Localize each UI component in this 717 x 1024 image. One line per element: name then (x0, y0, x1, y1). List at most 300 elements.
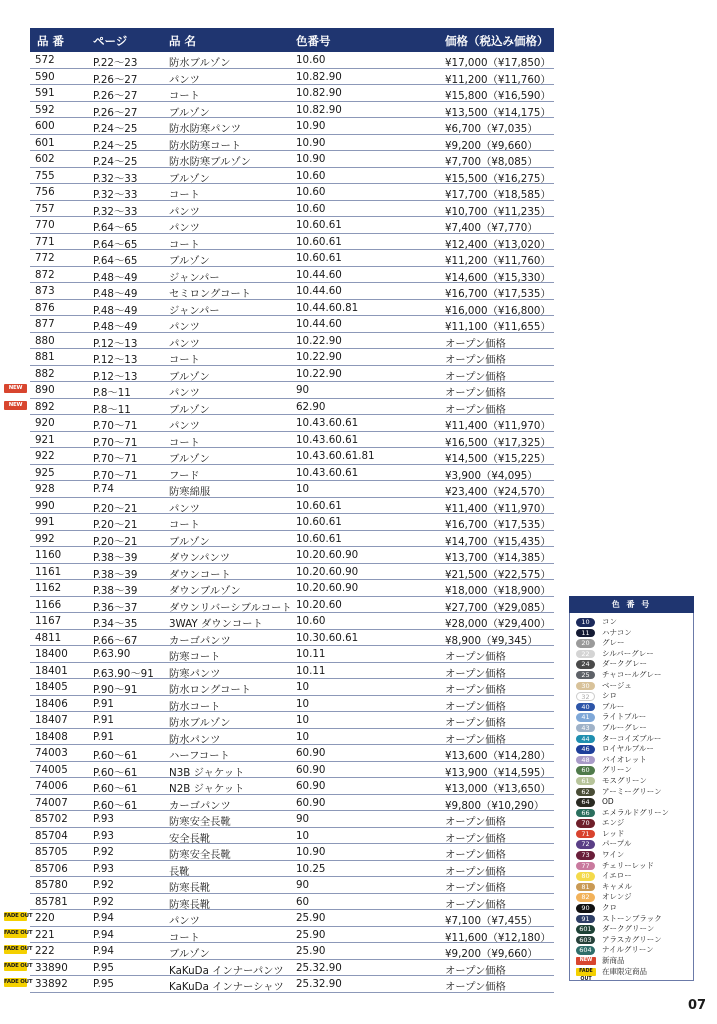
cell-product-no: 991 (35, 516, 55, 528)
legend-badge-item (576, 966, 693, 982)
cell-page: P.8～11 (93, 403, 131, 416)
cell-product-no: 872 (35, 268, 55, 281)
cell-price: ¥16,700（¥17,535） (445, 519, 551, 531)
cell-color-no: 60.90 (296, 796, 326, 809)
cell-product-no: 85704 (35, 829, 68, 842)
legend-item (576, 850, 693, 861)
cell-page: P.91 (93, 697, 114, 710)
cell-color-no: 10.22.90 (296, 367, 342, 380)
cell-name: パンツ (169, 321, 200, 333)
cell-price: ¥14,600（¥15,330） (445, 271, 551, 284)
color-name: モスグリーン (602, 775, 647, 785)
legend-item (576, 945, 693, 956)
cell-page: P.93 (93, 813, 114, 825)
header-product-no: 品 番 (37, 34, 65, 48)
color-name: クロ (602, 903, 617, 913)
table-row (4, 927, 554, 944)
table-row (30, 696, 554, 713)
cell-page: P.32～33 (93, 172, 138, 185)
fade-out-badge: FADE OUT (4, 913, 33, 919)
cell-price: ¥6,700（¥7,035） (445, 123, 538, 135)
cell-name: パンツ (169, 222, 200, 234)
cell-name: ブルゾン (169, 106, 210, 119)
cell-name: 防水ブルゾン (169, 717, 231, 729)
color-name: アラスカグリーン (602, 934, 662, 944)
cell-page: P.64～65 (93, 255, 138, 267)
cell-name: コート (169, 189, 200, 201)
cell-page: P.32～33 (93, 189, 138, 201)
color-name: アーミーグリーン (602, 786, 662, 796)
table-row (30, 514, 554, 531)
cell-name: 防水ロングコート (169, 684, 251, 696)
legend-body (569, 613, 694, 981)
cell-product-no: 1166 (35, 598, 62, 611)
table-row (30, 267, 554, 284)
cell-product-no: 1162 (35, 582, 62, 594)
cell-name: ダウンコート (169, 568, 231, 581)
cell-page: P.32～33 (93, 205, 138, 218)
color-swatch: 44 (576, 735, 595, 744)
cell-product-no: 601 (35, 136, 55, 149)
cell-price: ¥11,200（¥11,760） (445, 73, 551, 86)
cell-name: 3WAY ダウンコート (169, 618, 263, 630)
cell-product-no: 74005 (35, 763, 68, 776)
cell-price: オープン価格 (445, 684, 506, 696)
cell-price: オープン価格 (445, 832, 506, 845)
color-name: ナイルグリーン (602, 945, 654, 955)
cell-color-no: 10.25 (296, 862, 326, 875)
cell-page: P.20～21 (93, 502, 138, 515)
cell-name: ダウンブルゾン (169, 585, 241, 597)
color-swatch: 32 (576, 692, 595, 701)
cell-name: 防水防寒コート (169, 139, 242, 152)
color-name: ロイヤルブルー (602, 744, 654, 754)
legend-item (576, 935, 693, 946)
cell-product-no: 18407 (35, 714, 68, 726)
table-row (30, 646, 554, 663)
color-swatch: 64 (576, 798, 595, 807)
cell-color-no: 10.90 (296, 120, 326, 132)
cell-price: ¥15,500（¥16,275） (445, 172, 551, 185)
legend-item (576, 691, 693, 702)
cell-page: P.60～61 (93, 766, 138, 779)
cell-color-no: 10.60.61 (296, 235, 342, 248)
legend-item (576, 744, 693, 755)
table-row (30, 448, 554, 465)
legend-item (576, 861, 693, 872)
table-row (30, 283, 554, 300)
cell-color-no: 90 (296, 813, 310, 825)
cell-price: ¥16,500（¥17,325） (445, 436, 551, 449)
table-row (8, 382, 554, 399)
cell-page: P.95 (93, 961, 114, 974)
legend-item (576, 712, 693, 723)
cell-color-no: 25.90 (296, 928, 326, 941)
table-row (30, 118, 554, 135)
cell-page: P.63.90～91 (93, 667, 154, 680)
cell-price: ¥18,000（¥18,900） (445, 585, 551, 597)
cell-product-no: 18406 (35, 697, 68, 710)
color-legend (569, 596, 694, 981)
cell-name: コート (169, 354, 200, 366)
cell-color-no: 10.90 (296, 136, 326, 149)
cell-page: P.24～25 (93, 156, 138, 168)
cell-product-no: 890 (35, 384, 55, 396)
table-row (30, 795, 554, 812)
cell-product-no: 572 (35, 54, 55, 66)
legend-item (576, 797, 693, 808)
fade-out-badge: FADE OUT (4, 929, 33, 936)
cell-page: P.91 (93, 730, 114, 743)
cell-price: オープン価格 (445, 370, 506, 383)
cell-color-no: 10.60.61 (296, 252, 342, 264)
cell-page: P.74 (93, 483, 114, 495)
cell-color-no: 60.90 (296, 763, 326, 776)
color-swatch: 40 (576, 703, 595, 712)
cell-page: P.20～21 (93, 519, 138, 531)
cell-name: ブルゾン (169, 453, 210, 465)
cell-product-no: 772 (35, 252, 55, 264)
color-name: エンジ (602, 818, 625, 828)
cell-page: P.26～27 (93, 90, 138, 102)
cell-product-no: 882 (35, 367, 55, 380)
color-name: チャコールグレー (602, 669, 662, 679)
cell-name: ブルゾン (169, 255, 210, 267)
cell-page: P.8～11 (93, 387, 131, 399)
cell-product-no: 590 (35, 70, 55, 83)
cell-page: P.48～49 (93, 321, 138, 333)
table-row (30, 366, 554, 383)
table-row (30, 877, 554, 894)
cell-color-no: 10.11 (296, 664, 326, 677)
cell-price: ¥13,900（¥14,595） (445, 766, 551, 779)
cell-price: ¥11,100（¥11,655） (445, 321, 551, 333)
color-swatch: 72 (576, 840, 595, 849)
cell-page: P.92 (93, 879, 114, 891)
cell-price: ¥7,700（¥8,085） (445, 156, 538, 168)
cell-price: オープン価格 (445, 354, 506, 366)
cell-price: オープン価格 (445, 667, 506, 680)
cell-page: P.92 (93, 846, 114, 858)
color-swatch: 601 (576, 925, 595, 934)
cell-price: オープン価格 (445, 733, 506, 746)
cell-product-no: 222 (35, 945, 55, 957)
cell-price: オープン価格 (445, 898, 506, 911)
cell-name: パンツ (169, 502, 200, 515)
cell-name: 防寒安全長靴 (169, 816, 231, 828)
cell-color-no: 10 (296, 714, 310, 726)
cell-name: ブルゾン (169, 403, 210, 416)
color-name: ダークグレー (602, 659, 647, 669)
color-swatch: 25 (576, 671, 595, 680)
color-swatch: 20 (576, 639, 595, 648)
color-name: イエロー (602, 871, 632, 881)
cell-color-no: 10.60 (296, 54, 326, 66)
cell-page: P.94 (93, 945, 114, 957)
cell-product-no: 85706 (35, 862, 68, 875)
fade-out-badge: FADE OUT (4, 979, 33, 985)
color-swatch: 70 (576, 819, 595, 828)
color-swatch: 43 (576, 724, 595, 733)
table-body (4, 52, 554, 993)
table-row (30, 663, 554, 680)
cell-color-no: 62.90 (296, 400, 326, 413)
cell-price: ¥13,500（¥14,175） (445, 106, 551, 119)
cell-color-no: 10.44.60 (296, 318, 342, 330)
legend-title: 色 番 号 (569, 596, 694, 613)
cell-name: コート (169, 436, 200, 449)
cell-page: P.70～71 (93, 453, 138, 465)
table-row (30, 481, 554, 498)
cell-price: ¥17,700（¥18,585） (445, 189, 551, 201)
cell-color-no: 10.43.60.61 (296, 466, 359, 479)
badge-description: 在庫限定商品 (602, 966, 647, 976)
table-row (30, 349, 554, 366)
legend-item (576, 892, 693, 903)
cell-color-no: 10.44.60.81 (296, 301, 359, 314)
cell-product-no: 757 (35, 202, 55, 215)
cell-price: オープン価格 (445, 651, 506, 663)
cell-page: P.48～49 (93, 304, 138, 317)
table-row (4, 910, 554, 927)
cell-product-no: 18401 (35, 664, 68, 677)
color-name: ライトブルー (602, 712, 647, 722)
cell-page: P.93 (93, 862, 114, 875)
table-row (30, 745, 554, 762)
cell-product-no: 18405 (35, 681, 68, 693)
cell-page: P.12～13 (93, 337, 138, 350)
table-row (30, 861, 554, 878)
cell-price: オープン価格 (445, 700, 506, 713)
cell-price: オープン価格 (445, 865, 506, 878)
cell-color-no: 10.60.61 (296, 219, 342, 231)
cell-price: オープン価格 (445, 337, 506, 350)
cell-name: パンツ (169, 337, 200, 350)
header-page: ページ (93, 34, 128, 48)
cell-page: P.38～39 (93, 585, 138, 597)
table-row (30, 184, 554, 201)
color-name: コン (602, 617, 617, 626)
cell-color-no: 10.60 (296, 186, 326, 198)
cell-product-no: 18408 (35, 730, 68, 743)
cell-name: コート (169, 931, 200, 944)
cell-name: コート (169, 238, 200, 251)
table-row (30, 630, 554, 647)
cell-product-no: 873 (35, 285, 55, 297)
cell-page: P.38～39 (93, 552, 138, 564)
color-name: ワイン (602, 850, 625, 860)
cell-page: P.90～91 (93, 684, 138, 696)
cell-name: 防寒長靴 (169, 882, 211, 894)
cell-product-no: 1160 (35, 549, 62, 561)
cell-price: ¥28,000（¥29,400） (445, 618, 551, 630)
table-row (4, 976, 554, 993)
cell-page: P.94 (93, 928, 114, 941)
table-row (30, 465, 554, 482)
cell-name: 防寒長靴 (169, 898, 211, 911)
cell-price: オープン価格 (445, 849, 506, 861)
color-name: ダークグリーン (602, 924, 655, 934)
fade-out-badge: FADE OUT (576, 968, 596, 976)
cell-color-no: 10.43.60.61.81 (296, 450, 375, 462)
cell-color-no: 10.90 (296, 153, 326, 165)
cell-name: 防寒パンツ (169, 667, 221, 680)
table-row (30, 316, 554, 333)
cell-product-no: 1161 (35, 565, 62, 578)
cell-color-no: 10.20.60.90 (296, 582, 359, 594)
cell-name: ダウンリバーシブルコート (169, 601, 292, 614)
cell-page: P.70～71 (93, 469, 138, 482)
color-swatch: 62 (576, 788, 595, 797)
new-badge: NEW (4, 384, 27, 393)
cell-color-no: 10 (296, 697, 310, 710)
cell-page: P.93 (93, 829, 114, 842)
cell-name: 防水コート (169, 700, 221, 713)
color-swatch: 91 (576, 915, 595, 924)
cell-price: ¥8,900（¥9,345） (445, 634, 538, 647)
cell-color-no: 10.43.60.61 (296, 417, 359, 429)
cell-product-no: 755 (35, 169, 55, 182)
color-swatch: 604 (576, 946, 595, 955)
color-name: バイオレット (602, 754, 647, 764)
cell-color-no: 10 (296, 829, 310, 842)
cell-name: N3B ジャケット (169, 766, 245, 779)
table-row (30, 217, 554, 234)
table-row (30, 762, 554, 779)
cell-color-no: 10.60 (296, 202, 326, 215)
cell-color-no: 25.90 (296, 945, 326, 957)
cell-page: P.60～61 (93, 799, 138, 812)
cell-page: P.24～25 (93, 139, 138, 152)
color-swatch: 603 (576, 936, 595, 945)
table-row (30, 531, 554, 548)
legend-item (576, 755, 693, 766)
cell-price: ¥13,700（¥14,385） (445, 552, 551, 564)
cell-price: オープン価格 (445, 981, 506, 993)
table-row (30, 168, 554, 185)
cell-page: P.91 (93, 714, 114, 726)
legend-item (576, 808, 693, 819)
cell-color-no: 10.20.60.90 (296, 549, 359, 561)
cell-product-no: 892 (35, 400, 55, 413)
table-row (30, 69, 554, 86)
cell-price: ¥15,800（¥16,590） (445, 90, 551, 102)
table-row (30, 151, 554, 168)
cell-product-no: 771 (35, 235, 55, 248)
cell-price: ¥21,500（¥22,575） (445, 568, 551, 581)
cell-color-no: 60.90 (296, 747, 326, 759)
cell-price: ¥9,800（¥10,290） (445, 799, 545, 812)
color-name: ストーンブラック (602, 913, 662, 923)
cell-price: ¥16,700（¥17,535） (445, 288, 551, 300)
cell-color-no: 10.82.90 (296, 103, 342, 116)
cell-price: ¥9,200（¥9,660） (445, 139, 538, 152)
cell-color-no: 25.32.90 (296, 978, 342, 990)
cell-page: P.66～67 (93, 634, 138, 647)
cell-color-no: 10 (296, 681, 310, 693)
cell-color-no: 25.32.90 (296, 961, 342, 974)
cell-product-no: 922 (35, 450, 55, 462)
table-row (30, 894, 554, 911)
legend-item (576, 882, 693, 893)
cell-color-no: 10.43.60.61 (296, 433, 359, 446)
legend-item (576, 617, 693, 628)
cell-name: セミロングコート (169, 288, 251, 300)
legend-item (576, 818, 693, 829)
legend-item (576, 787, 693, 798)
cell-color-no: 10.90 (296, 846, 326, 858)
color-swatch: 22 (576, 650, 595, 659)
cell-name: カーゴパンツ (169, 634, 231, 647)
cell-price: ¥11,600（¥12,180） (445, 931, 551, 944)
cell-product-no: 925 (35, 466, 55, 479)
table-row (30, 564, 554, 581)
cell-color-no: 60 (296, 895, 310, 908)
cell-color-no: 10.60 (296, 169, 326, 182)
legend-item (576, 649, 693, 660)
cell-price: ¥27,700（¥29,085） (445, 601, 551, 614)
cell-product-no: 221 (35, 928, 55, 941)
cell-price: ¥10,700（¥11,235） (445, 205, 551, 218)
cell-name: 防水パンツ (169, 733, 221, 746)
cell-color-no: 10.22.90 (296, 334, 342, 347)
cell-name: ブルゾン (169, 370, 210, 383)
fade-out-badge: FADE OUT (4, 962, 33, 969)
page-number: 07 (688, 998, 707, 1013)
header-price: 価格（税込み価格） (445, 34, 549, 48)
cell-price: ¥7,400（¥7,770） (445, 222, 538, 234)
color-swatch: 66 (576, 809, 595, 818)
table-row (30, 201, 554, 218)
cell-product-no: 928 (35, 483, 55, 495)
color-swatch: 73 (576, 851, 595, 860)
color-name: エメラルドグリーン (602, 807, 669, 817)
cell-price: オープン価格 (445, 403, 506, 416)
cell-product-no: 881 (35, 351, 55, 363)
cell-name: パンツ (169, 205, 200, 218)
color-name: ハナコン (602, 627, 632, 637)
table-row (30, 811, 554, 828)
cell-name: 防寒コート (169, 651, 221, 663)
legend-item (576, 839, 693, 850)
cell-name: KaKuDa インナーパンツ (169, 964, 284, 977)
cell-page: P.26～27 (93, 73, 138, 86)
cell-product-no: 592 (35, 103, 55, 116)
cell-page: P.95 (93, 978, 114, 990)
new-badge: NEW (4, 401, 27, 410)
legend-item (576, 670, 693, 681)
cell-color-no: 60.90 (296, 780, 326, 792)
cell-name: 防水防寒ブルゾン (169, 156, 251, 168)
cell-name: ダウンパンツ (169, 552, 231, 564)
cell-page: P.60～61 (93, 750, 138, 762)
cell-name: N2B ジャケット (169, 783, 245, 795)
color-name: シルバーグレー (602, 648, 654, 658)
cell-color-no: 10.82.90 (296, 87, 342, 99)
cell-product-no: 992 (35, 532, 55, 545)
cell-page: P.70～71 (93, 420, 138, 432)
table-row (30, 333, 554, 350)
table-row (30, 679, 554, 696)
cell-color-no: 10.44.60 (296, 268, 342, 281)
cell-product-no: 33890 (35, 961, 68, 974)
cell-color-no: 10.82.90 (296, 70, 342, 83)
cell-page: P.70～71 (93, 436, 138, 449)
color-swatch: 48 (576, 756, 595, 765)
color-swatch: 60 (576, 766, 595, 775)
color-name: ベージュ (602, 680, 632, 690)
cell-price: ¥17,000（¥17,850） (445, 57, 551, 69)
